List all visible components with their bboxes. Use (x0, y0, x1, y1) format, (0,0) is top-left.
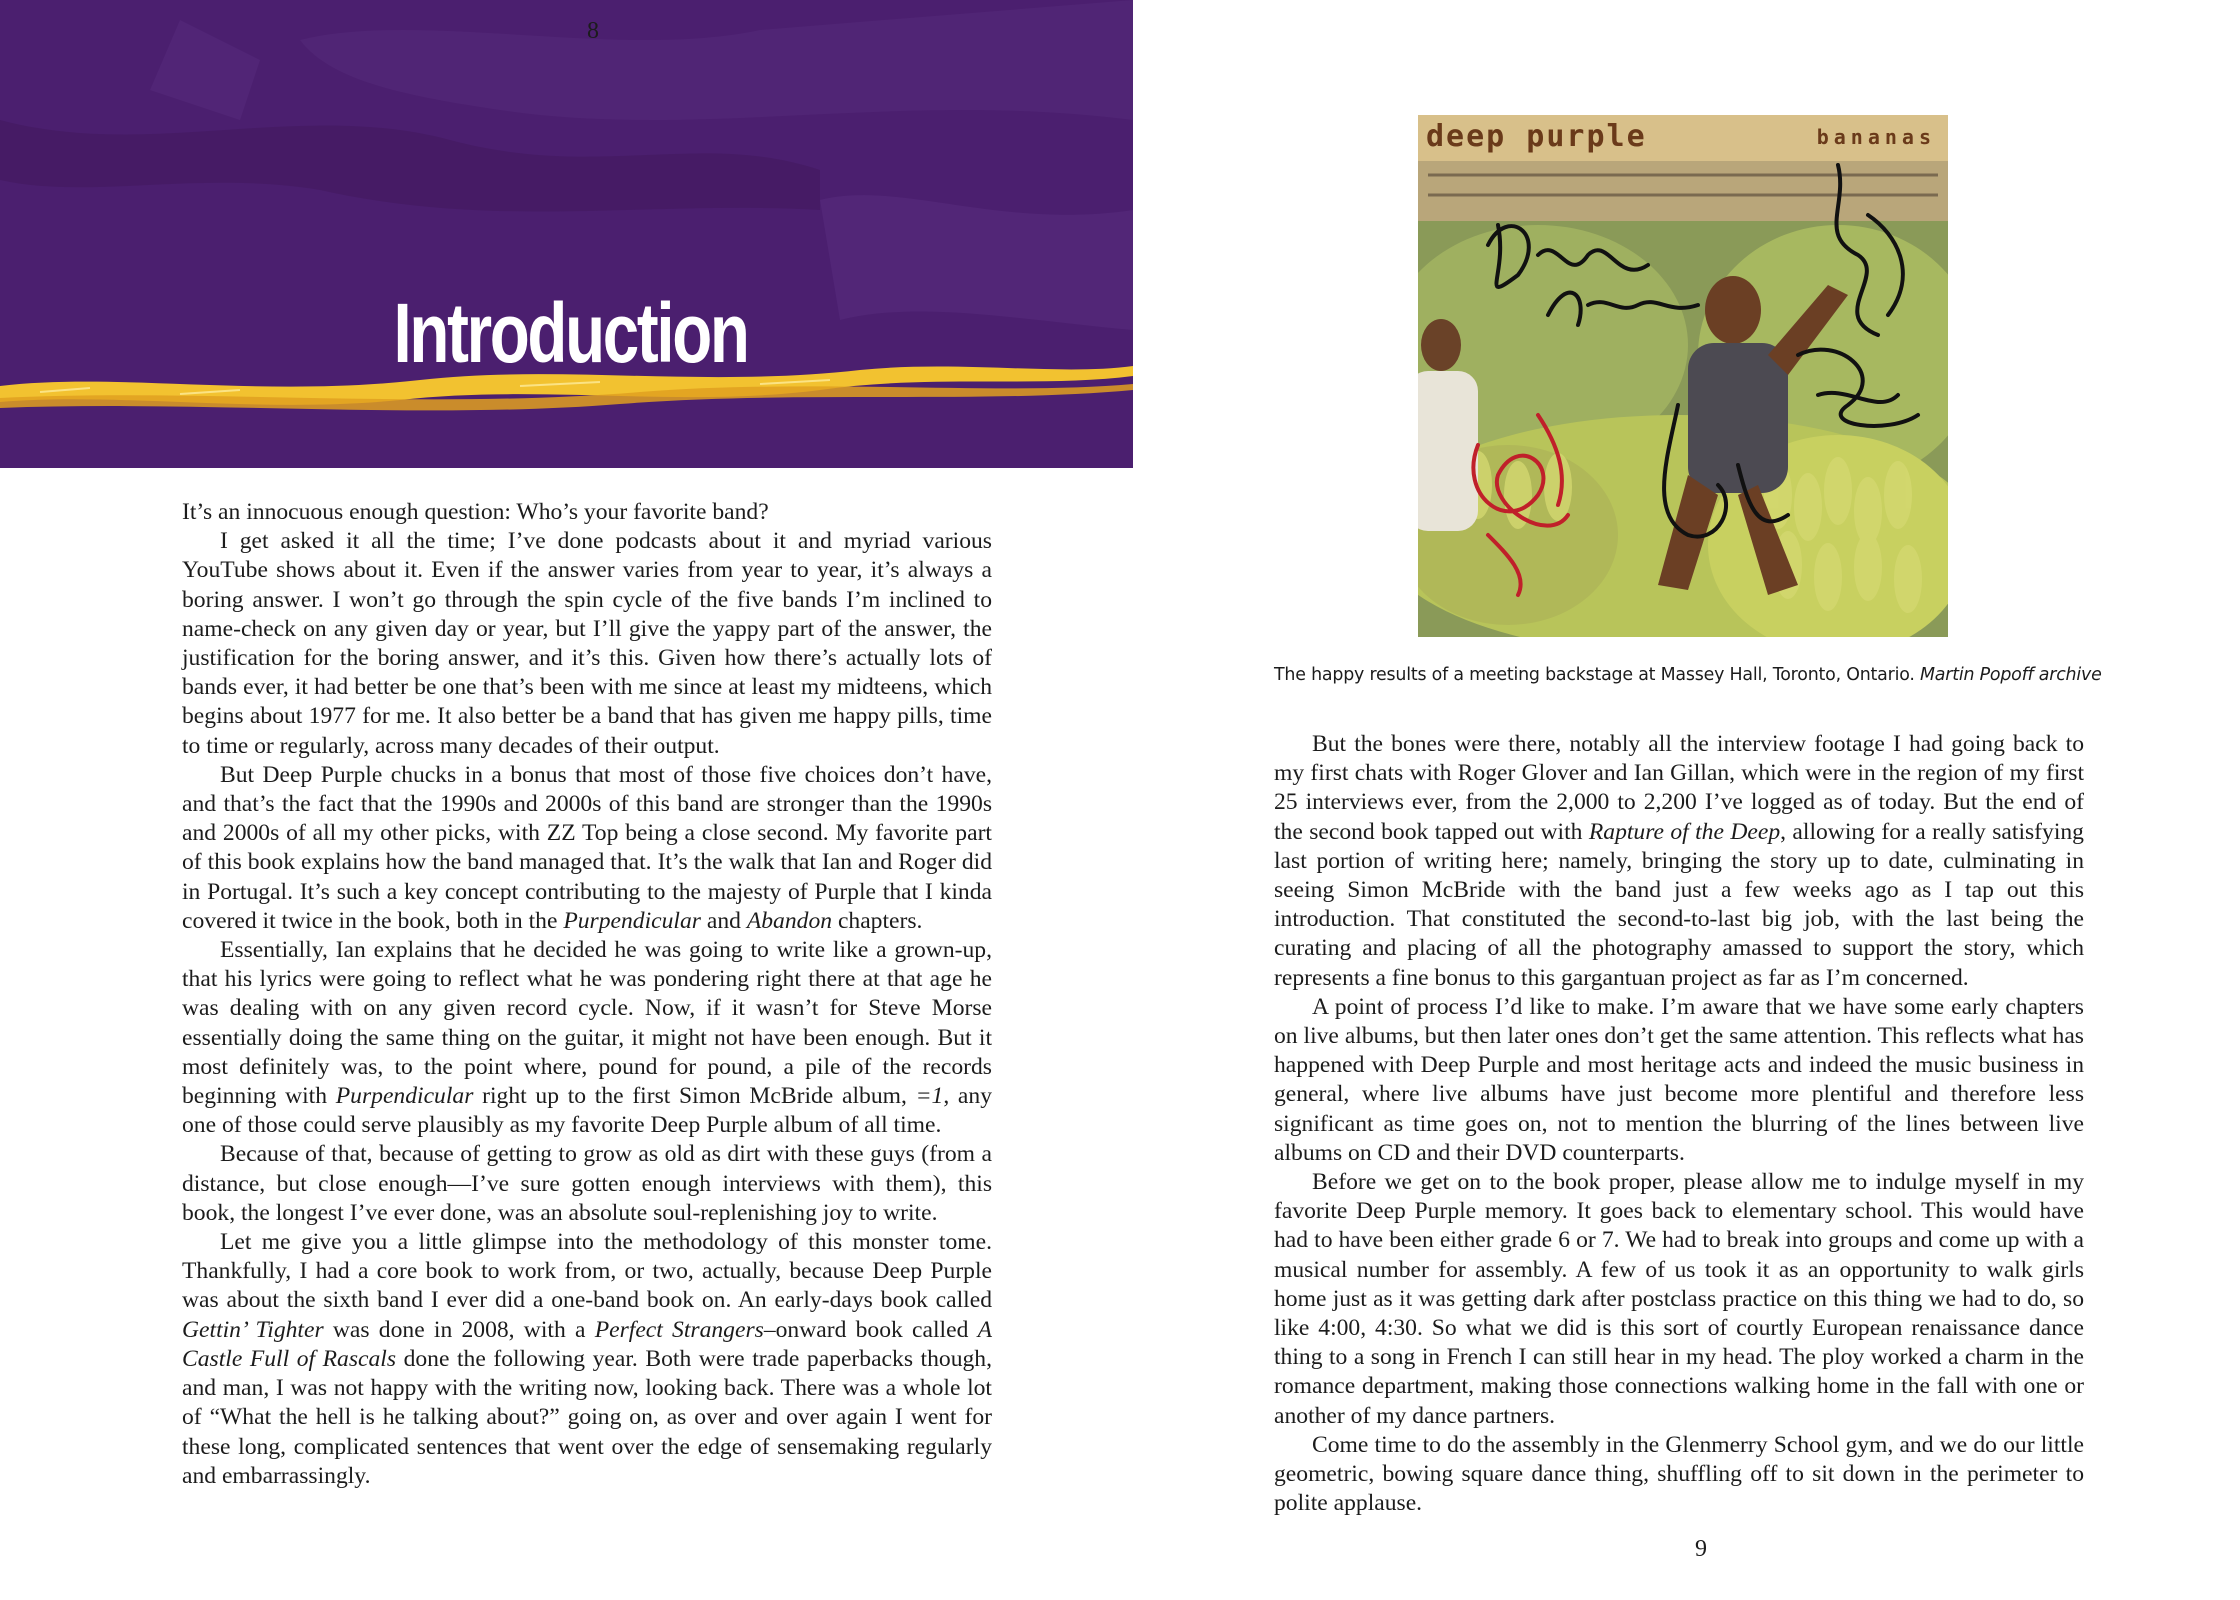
paragraph: Let me give you a little glimpse into the methodology of this monster tome. Thankfully, I had a core book to work from, or two, actually, because Deep Purple was about the sixth band I ever did a one-band book on. An early-days book called Gettin’ Tighter was done in 2008, with a Perfect Strangers–onward book called A Castle Full of Rascals done the following year. Both were trade paperbacks though, and man, I was not happy with the writing now, looking back. There was a whole lot of “What the hell is he talking about?” going on, as over and over again I went for these long, complicated sentences that went over the edge of sensemaking regularly and embarrassingly. (182, 1229, 993, 1489)
album-cover-photo (1418, 115, 1948, 637)
paragraph: It’s an innocuous enough question: Who’s your favorite band? (182, 499, 769, 525)
album-band-text: deep purple (1426, 119, 1647, 154)
chapter-banner (0, 0, 1133, 468)
paragraph: But the bones were there, notably all the interview footage I had going back to my first chats with Roger Glover and Ian Gillan, which were in the region of my first 25 interviews ever, from the 2,000 to 2,200 I’ve logged as of today. But the end of the second book tapped out with Rapture of the Deep, allowing for a really satisfying last portion of writing here; namely, bringing the story up to date, culminating in seeing Simon McBride with the band just a few weeks ago as I tap out this introduction. That constituted the second-to-last big job, with the last being the curating and placing of all the photography amassed to support the story, which represents a fine bonus to this gargantuan project as far as I’m concerned. (1274, 731, 2084, 991)
left-body-text (182, 498, 992, 1491)
paragraph: But Deep Purple chucks in a bonus that most of those five choices don’t have, and that’s the fact that the 1990s and 2000s of this band are stronger than the 1990s and 2000s of all my other picks, with ZZ Top being a close second. My favorite part of this book explains how the band managed that. It’s the walk that Ian and Roger did in Portugal. It’s such a key concept contributing to the majesty of Purple that I kinda covered it twice in the book, both in the Purpendicular and Abandon chapters. (182, 761, 992, 934)
album-title-text: bananas (1816, 125, 1936, 149)
page-number: 9 (1695, 1536, 1707, 1562)
photo-caption: The happy results of a meeting backstage at Massey Hall, Toronto, Ontario. Martin Popoff archive (1274, 665, 2102, 685)
paragraph: A point of process I’d like to make. I’m aware that we have some early chapters on live albums, but then later ones don’t get the same attention. This reflects what has happened with Deep Purple and most heritage acts and indeed the music business in general, where live albums have just become more plentiful and therefore less significant as time goes on, not to mention the blurring of the lines between live albums on CD and their DVD counterparts. (1274, 993, 2084, 1166)
paragraph: Come time to do the assembly in the Glenmerry School gym, and we do our little geometric, bowing square dance thing, shuffling off to sit down in the perimeter to polite applause. (1274, 1431, 2084, 1517)
banner-brush-texture (0, 0, 1133, 468)
paragraph: Because of that, because of getting to grow as old as dirt with these guys (from a distance, but close enough—I’ve sure gotten enough interviews with them), this book, the longest I’ve ever done, was an absolute soul-replenishing joy to write. (182, 1141, 992, 1226)
right-body-text (1274, 730, 2084, 1518)
photo-credit: Martin Popoff archive (1920, 665, 2102, 685)
album-cover-artwork (1418, 115, 1948, 637)
paragraph: Before we get on to the book proper, please allow me to indulge myself in my favorite Deep Purple memory. It goes back to elementary school. This would have had to have been either grade 6 or 7. We had to break into groups and come up with a musical number for assembly. A few of us took it as an opportunity to walk girls home just as it was getting dark after postclass practice on this thing we had to do, so like 4:00, 4:30. So what we did is this sort of courtly European renaissance dance thing to a song in French I can still hear in my head. The ploy worked a charm in the romance department, making those connections walking home in the fall with one or another of my dance partners. (1274, 1169, 2084, 1429)
paragraph: Essentially, Ian explains that he decided he was going to write like a grown-up, that his lyrics were going to reflect what he was pondering right there at that age he was dealing with on any given record cycle. Now, if it wasn’t for Steve Morse essentially doing the same thing on the guitar, it might not have been enough. But it most definitely was, to the point where, pound for pound, a pile of the records beginning with Purpendicular right up to the first Simon McBride album, =1, any one of those could serve plausibly as my favorite Deep Purple album of all time. (182, 937, 992, 1139)
page-number: 8 (587, 18, 599, 44)
paragraph: I get asked it all the time; I’ve done podcasts about it and myriad various YouTube shows about it. Even if the answer varies from year to year, it’s always a boring answer. I won’t go through the spin cycle of the five bands I’m inclined to name-check on any given day or year, but I’ll give the yappy part of the answer, the justification for the boring answer, and it’s this. Given how there’s actually lots of bands ever, it had better be one that’s been with me since at least my midteens, which begins about 1977 for me. It also better be a band that has given me happy pills, time to time or regularly, across many decades of their output. (182, 528, 992, 759)
chapter-title: Introduction (393, 286, 748, 380)
